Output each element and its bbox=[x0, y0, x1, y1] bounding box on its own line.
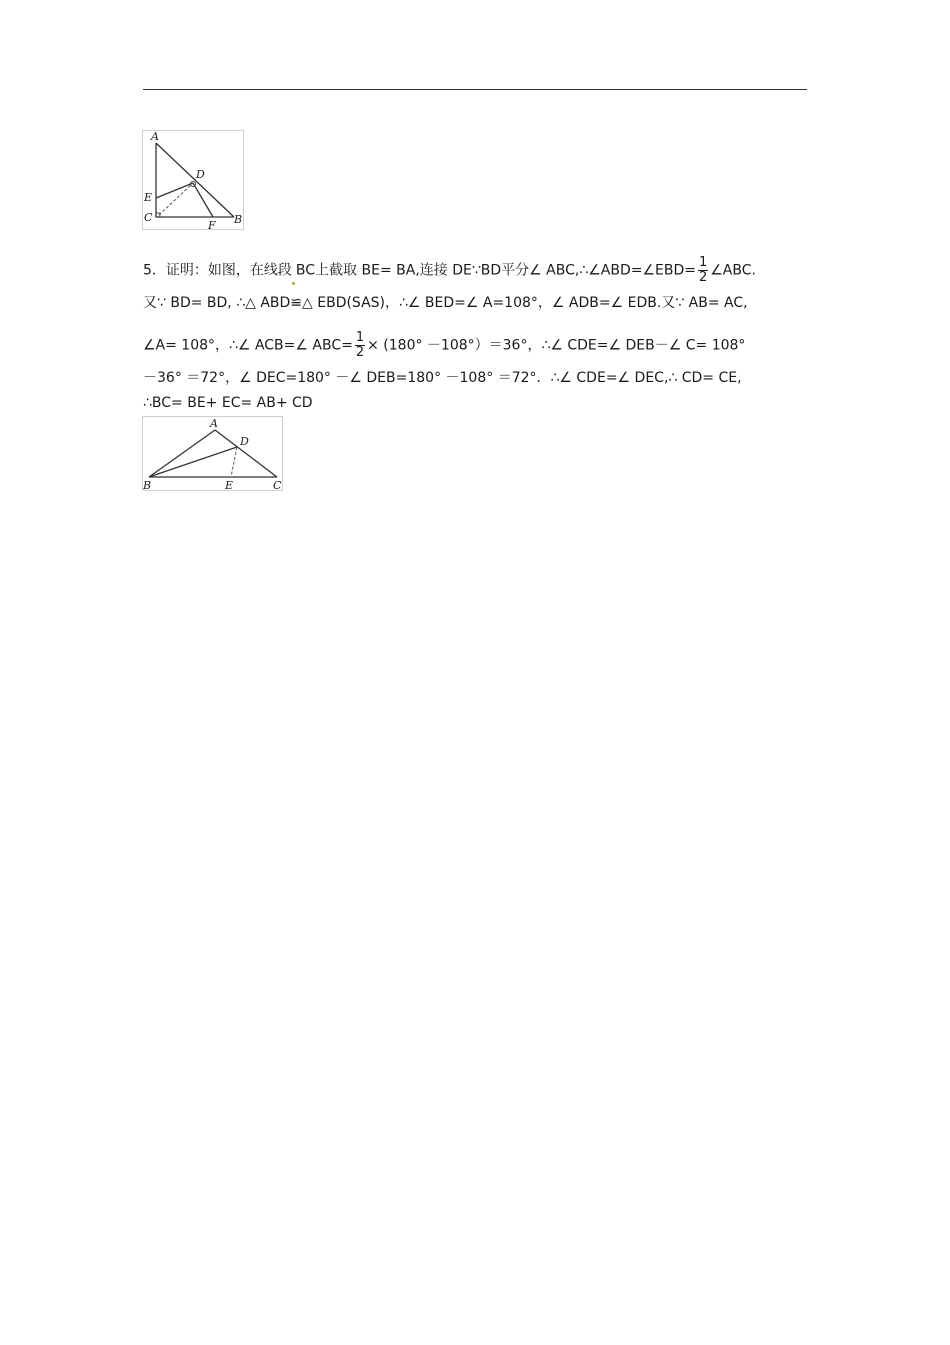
label-f: F bbox=[208, 219, 216, 229]
proof-line-4: －36° ＝72°，∠ DEC=180° －∠ DEB=180° －108° ＝72°．∴∠ CDE=∠ DEC,∴ CD= CE, bbox=[143, 370, 742, 386]
label-e: E bbox=[225, 479, 234, 490]
fraction-half-1 bbox=[698, 256, 708, 285]
label-d: D bbox=[240, 435, 249, 448]
figure-isosceles-triangle bbox=[142, 416, 283, 491]
figure-right-triangle bbox=[142, 130, 244, 230]
proof-line-3-start: ∠A= 108°，∴∠ ACB=∠ ABC= bbox=[143, 337, 353, 354]
proof-line-1-start: 5．证明：如图，在线段 bbox=[143, 262, 292, 279]
label-c: C bbox=[273, 479, 282, 490]
segment-cd-dashed bbox=[159, 183, 193, 215]
proof-line-5: ∴BC= BE+ EC= AB+ CD bbox=[143, 395, 313, 411]
header-rule bbox=[143, 89, 807, 90]
proof-line-3-end: × (180° －108°）＝36°，∴∠ CDE=∠ DEB－∠ C= 108° bbox=[367, 337, 746, 354]
label-d: D bbox=[196, 168, 205, 181]
proof-line-3 bbox=[143, 331, 745, 360]
proof-line-1-middle: BC上截取 BE= BA,连接 DE∵BD平分∠ ABC,∴∠ABD=∠EBD= bbox=[295, 262, 696, 279]
segment-ed bbox=[156, 183, 193, 198]
proof-line-1-end: ∠ABC. bbox=[710, 262, 756, 279]
segment-de-dashed bbox=[231, 447, 237, 477]
fraction-half-2-den: 2 bbox=[355, 345, 365, 360]
label-b: B bbox=[143, 479, 152, 490]
fraction-half-2 bbox=[355, 331, 365, 360]
label-b: B bbox=[234, 213, 243, 226]
fraction-half-1-den: 2 bbox=[698, 270, 708, 285]
figure-isosceles-triangle-svg bbox=[143, 417, 282, 490]
label-e: E bbox=[144, 191, 153, 204]
fraction-half-2-num: 1 bbox=[355, 330, 365, 345]
fraction-half-1-num: 1 bbox=[698, 255, 708, 270]
proof-line-2: 又∵ BD= BD, ∴△ ABD≌△ EBD(SAS)，∴∠ BED=∠ A=108°，∠ ADB=∠ EDB.又∵ AB= AC, bbox=[143, 295, 748, 311]
segment-ab bbox=[156, 143, 234, 217]
segment-ba bbox=[149, 430, 215, 477]
green-dot-mark bbox=[292, 282, 295, 285]
label-a: A bbox=[210, 417, 218, 430]
segment-bd bbox=[149, 447, 237, 477]
proof-line-1 bbox=[143, 256, 756, 285]
figure-right-triangle-svg bbox=[143, 131, 243, 229]
label-a: A bbox=[151, 131, 159, 143]
label-c: C bbox=[144, 211, 153, 224]
